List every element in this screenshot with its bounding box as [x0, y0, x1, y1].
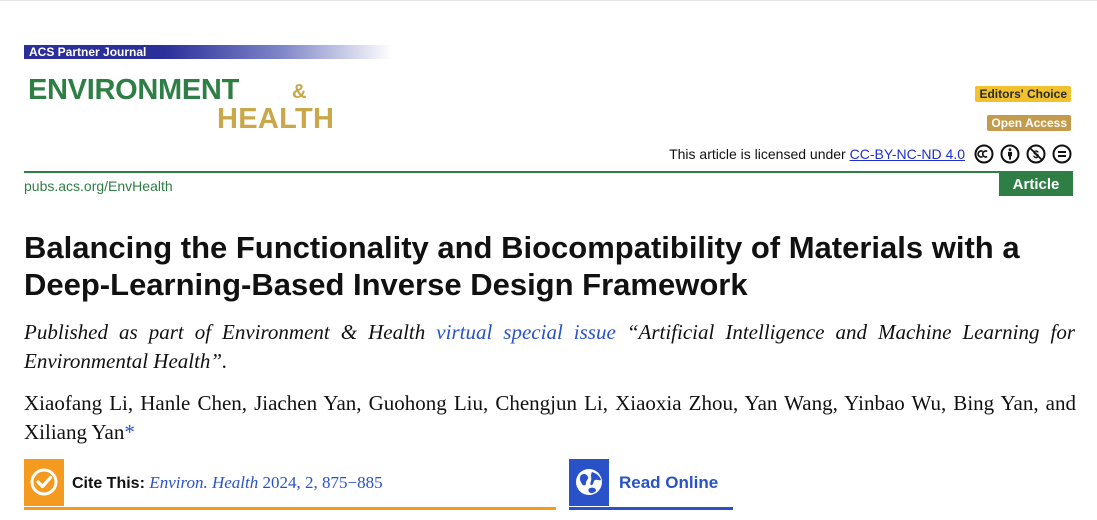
by-icon: [1002, 146, 1019, 163]
top-divider: [0, 0, 1097, 1]
article-type-tag: Article: [999, 173, 1073, 196]
cite-this-button[interactable]: [24, 459, 556, 510]
published-suffix: “Artificial Intelligence and Machine Learning for Environmental Health”.: [24, 320, 1075, 373]
acs-partner-banner: [24, 45, 392, 59]
globe-icon: [569, 459, 609, 506]
journal-url[interactable]: pubs.acs.org/EnvHealth: [24, 178, 173, 194]
license-statement: [669, 146, 965, 162]
cite-details: 2024, 2, 875−885: [262, 473, 383, 492]
logo-ampersand: &: [292, 81, 307, 103]
license-link[interactable]: CC-BY-NC-ND 4.0: [849, 146, 965, 162]
cc-icon: [976, 146, 993, 163]
svg-text:$: $: [1032, 149, 1040, 161]
published-prefix: Published as part of Environment & Health: [24, 320, 426, 344]
editors-choice-badge: Editors' Choice: [975, 86, 1071, 102]
article-title: Balancing the Functionality and Biocompatibility of Materials with a Deep-Learning-Based Inverse Design Framework: [24, 230, 1020, 302]
checkmark-icon: [24, 459, 64, 506]
special-issue-note: [24, 318, 1075, 376]
citation: [72, 473, 383, 494]
author-list: [24, 389, 1076, 447]
header-rule: [24, 171, 1073, 173]
license-prefix: This article is licensed under: [669, 146, 846, 162]
read-online-label: Read Online: [619, 473, 719, 492]
cite-journal: Environ. Health: [149, 473, 259, 492]
partner-label: ACS Partner Journal: [29, 45, 147, 59]
cite-label: Cite This:: [72, 475, 145, 492]
read-online-button[interactable]: [569, 459, 733, 510]
logo-health: HEALTH: [217, 103, 335, 135]
logo-environment: ENVIRONMENT: [28, 74, 239, 106]
corresponding-author-mark[interactable]: *: [124, 420, 135, 444]
authors-text: Xiaofang Li, Hanle Chen, Jiachen Yan, Guohong Liu, Chengjun Li, Xiaoxia Zhou, Yan Wang, Yinbao Wu, Bing Yan, and Xiliang Yan: [24, 391, 1076, 444]
citation-reference[interactable]: [149, 473, 382, 492]
cc-license-icons: [974, 144, 1072, 164]
nc-icon: [1028, 146, 1045, 163]
open-access-badge: Open Access: [987, 115, 1071, 131]
nd-icon: [1054, 146, 1071, 163]
virtual-special-issue-link[interactable]: virtual special issue: [436, 320, 616, 344]
